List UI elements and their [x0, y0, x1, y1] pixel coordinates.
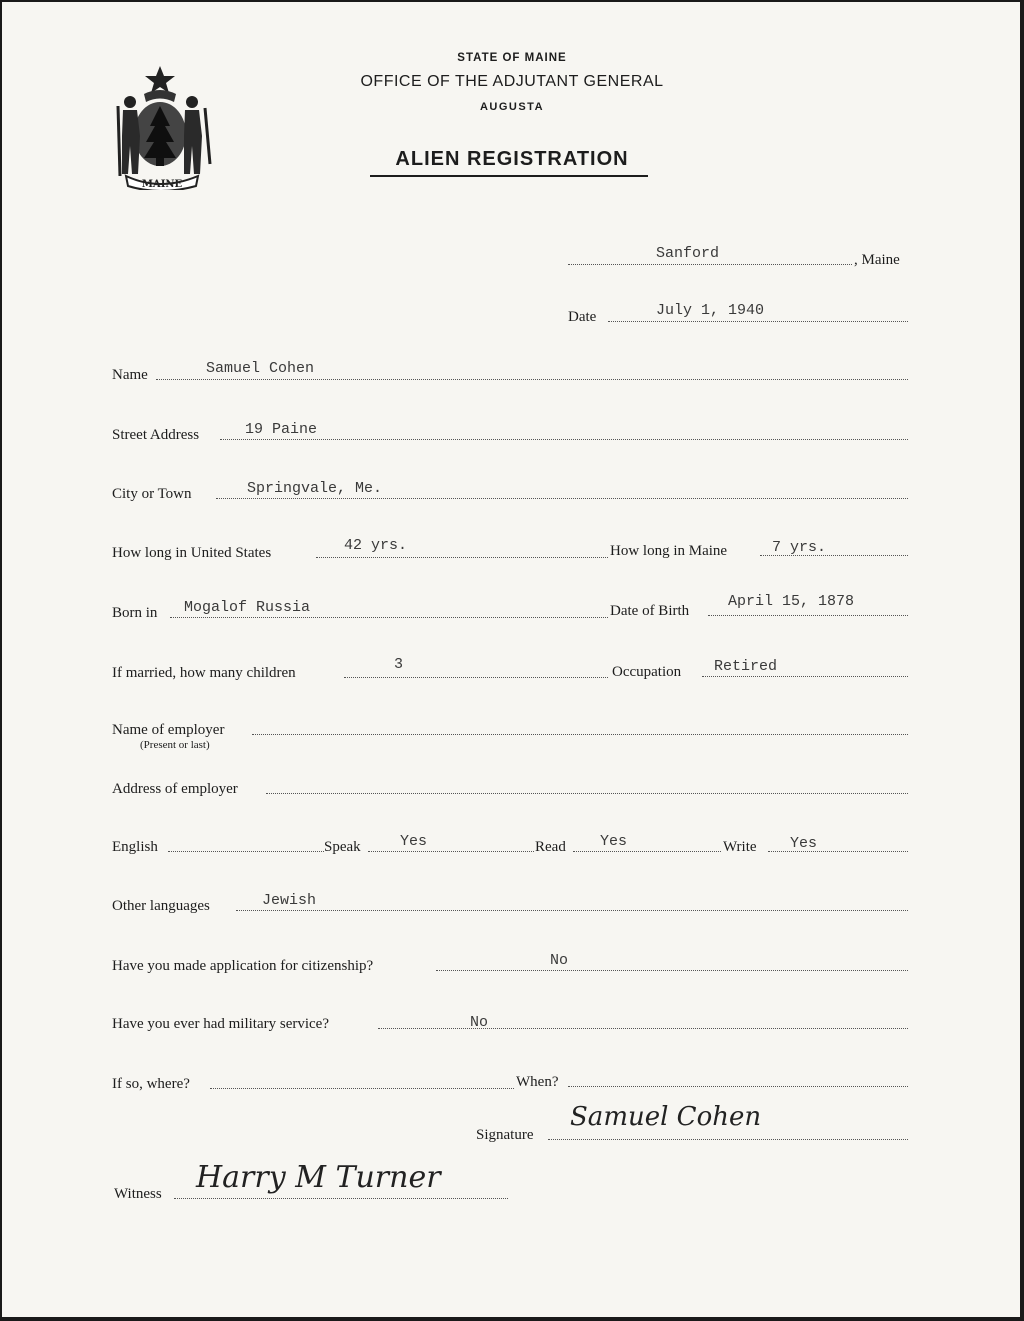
name-line [156, 379, 908, 380]
english-label: English [112, 839, 158, 855]
occupation-value[interactable]: Retired [714, 658, 778, 675]
speak-value[interactable]: Yes [400, 833, 428, 850]
town-line [568, 264, 852, 265]
date-of-birth-line [708, 615, 908, 616]
children-line [344, 677, 608, 678]
street-value[interactable]: 19 Paine [245, 421, 318, 438]
read-value[interactable]: Yes [600, 833, 628, 850]
when-label: When? [516, 1074, 559, 1090]
born-in-label: Born in [112, 605, 158, 621]
witness-line [174, 1198, 508, 1199]
other-languages-value[interactable]: Jewish [262, 892, 317, 909]
city-label: City or Town [112, 486, 192, 502]
occupation-label: Occupation [612, 664, 682, 680]
military-value[interactable]: No [470, 1014, 489, 1031]
employer-address-label: Address of employer [112, 781, 238, 797]
how-long-us-line [316, 557, 608, 558]
write-label: Write [723, 839, 757, 855]
town-value[interactable]: Sanford [656, 245, 720, 262]
signature-label: Signature [476, 1127, 534, 1143]
born-in-line [170, 617, 608, 618]
name-value[interactable]: Samuel Cohen [206, 360, 315, 377]
military-label: Have you ever had military service? [112, 1016, 329, 1032]
citizenship-label: Have you made application for citizenship? [112, 958, 374, 974]
citizenship-line [436, 970, 908, 971]
write-line [768, 851, 908, 852]
read-label: Read [535, 839, 566, 855]
form-title: ALIEN REGISTRATION [395, 148, 629, 170]
employer-sublabel: (Present or last) [140, 739, 210, 751]
when-line[interactable] [568, 1086, 908, 1087]
how-long-maine-value[interactable]: 7 yrs. [772, 539, 827, 556]
street-line [220, 439, 908, 440]
born-in-value[interactable]: Mogalof Russia [184, 599, 311, 616]
maine-seal-icon [110, 64, 220, 190]
signature-line [548, 1139, 908, 1140]
how-long-us-value[interactable]: 42 yrs. [344, 537, 408, 554]
date-label: Date [568, 309, 597, 325]
employer-label: Name of employer [112, 722, 225, 738]
registration-form-page [2, 2, 1020, 1317]
city-heading: AUGUSTA [479, 101, 545, 113]
seal-motto: MAINE [141, 179, 183, 190]
employer-address-line[interactable] [266, 793, 908, 794]
witness-label: Witness [114, 1186, 162, 1202]
children-value[interactable]: 3 [394, 656, 404, 673]
other-languages-label: Other languages [112, 898, 210, 914]
speak-line [368, 851, 534, 852]
where-label: If so, where? [112, 1076, 190, 1092]
state-heading: STATE OF MAINE [457, 52, 567, 64]
occupation-line [702, 676, 908, 677]
title-underline [370, 175, 648, 177]
town-suffix: , Maine [854, 252, 900, 268]
date-value[interactable]: July 1, 1940 [656, 302, 765, 319]
read-line [573, 851, 721, 852]
signature-value[interactable]: Samuel Cohen [570, 1102, 762, 1132]
employer-line[interactable] [252, 734, 908, 735]
city-value[interactable]: Springvale, Me. [247, 480, 383, 497]
date-line [608, 321, 908, 322]
office-heading: OFFICE OF THE ADJUTANT GENERAL [360, 73, 664, 90]
military-line [378, 1028, 908, 1029]
date-of-birth-label: Date of Birth [610, 603, 690, 619]
city-line [216, 498, 908, 499]
street-label: Street Address [112, 427, 200, 443]
write-value[interactable]: Yes [790, 835, 818, 852]
speak-label: Speak [324, 839, 361, 855]
how-long-maine-label: How long in Maine [610, 543, 728, 559]
where-line[interactable] [210, 1088, 514, 1089]
date-of-birth-value[interactable]: April 15, 1878 [728, 593, 855, 610]
name-label: Name [112, 367, 148, 383]
children-label: If married, how many children [112, 665, 296, 681]
witness-value[interactable]: Harry M Turner [196, 1160, 441, 1195]
how-long-us-label: How long in United States [112, 545, 272, 561]
other-languages-line [236, 910, 908, 911]
english-line [168, 851, 324, 852]
citizenship-value[interactable]: No [550, 952, 569, 969]
